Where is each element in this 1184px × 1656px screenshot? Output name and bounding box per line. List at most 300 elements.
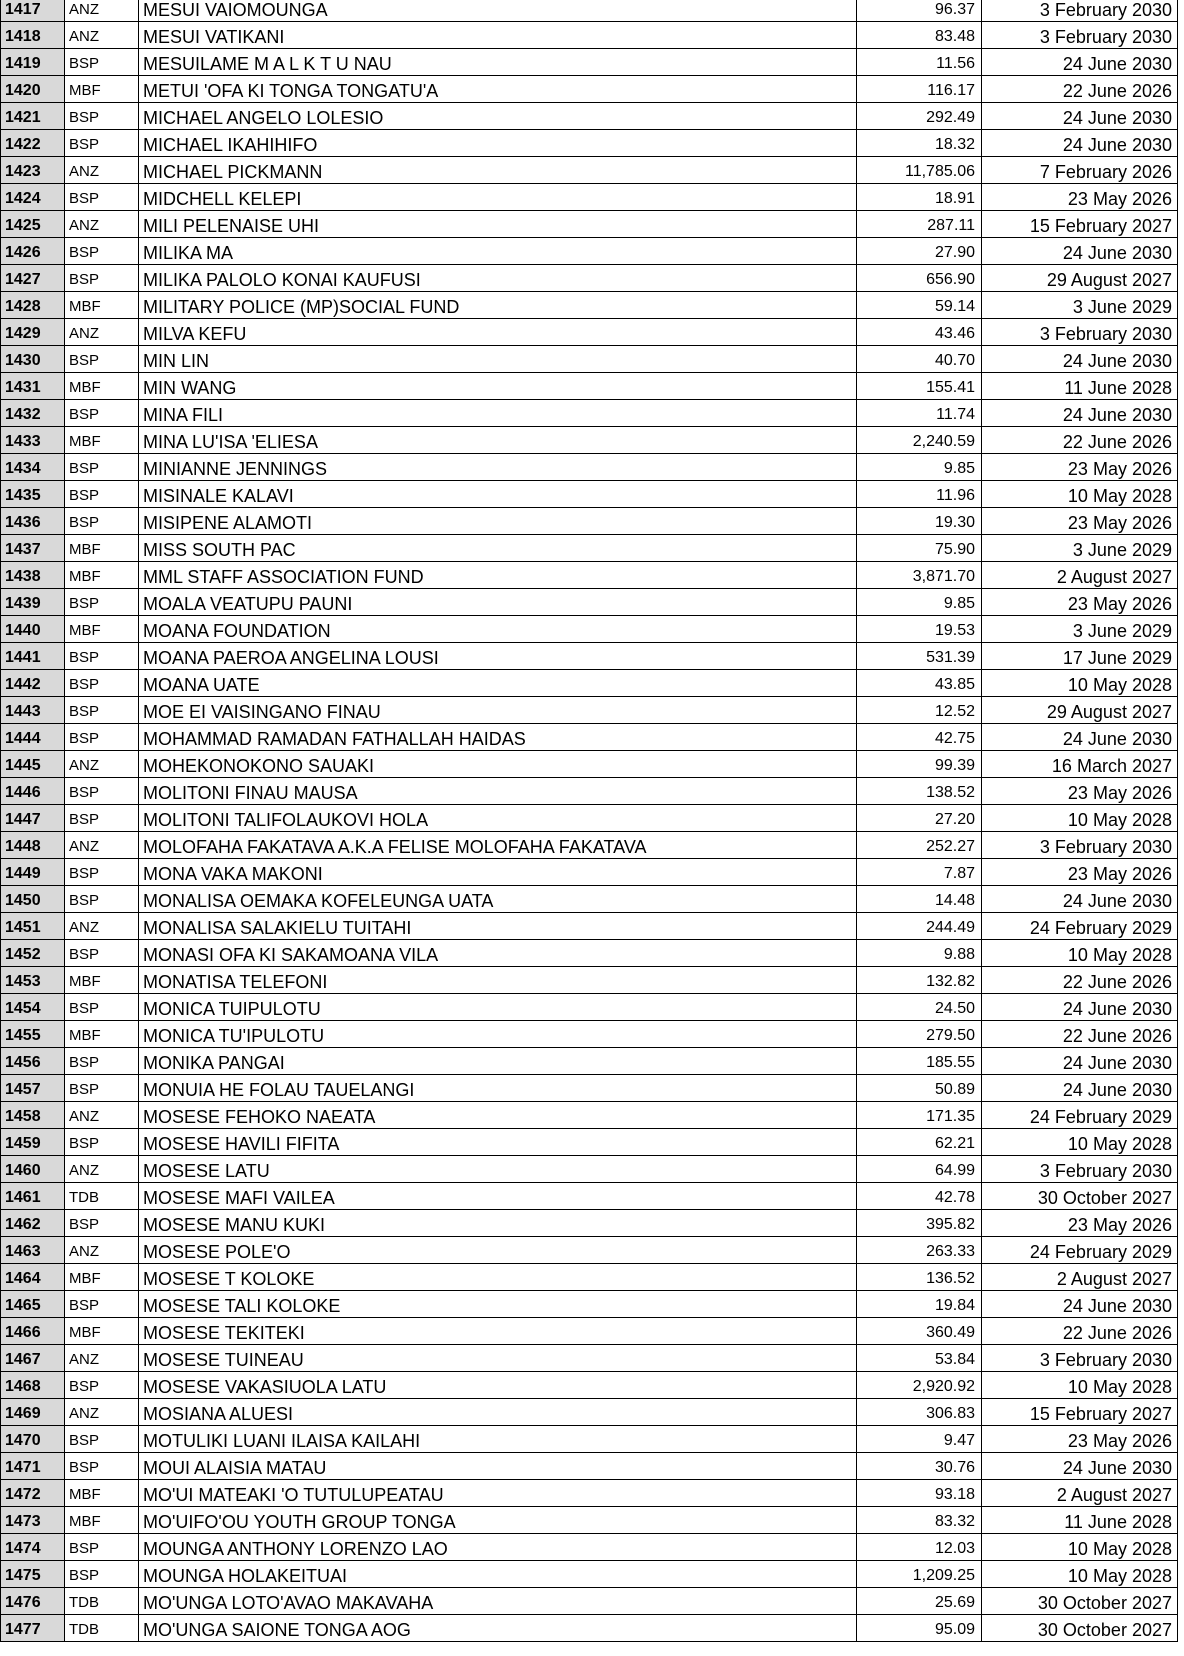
amount-cell: 62.21 (857, 1129, 982, 1156)
account-name-cell: MILIKA MA (139, 238, 857, 265)
row-number-cell: 1453 (1, 967, 65, 994)
bank-code-cell: BSP (65, 1291, 139, 1318)
amount-cell: 306.83 (857, 1399, 982, 1426)
bank-code-cell: BSP (65, 886, 139, 913)
date-cell: 23 May 2026 (982, 454, 1178, 481)
row-number-cell: 1448 (1, 832, 65, 859)
table-row (1, 211, 1178, 238)
table-row (1, 697, 1178, 724)
date-cell: 3 February 2030 (982, 1345, 1178, 1372)
amount-cell: 9.88 (857, 940, 982, 967)
bank-code-cell: BSP (65, 697, 139, 724)
date-cell: 29 August 2027 (982, 697, 1178, 724)
account-name-cell: MML STAFF ASSOCIATION FUND (139, 562, 857, 589)
bank-code-cell: ANZ (65, 319, 139, 346)
table-row (1, 1480, 1178, 1507)
table-row (1, 22, 1178, 49)
table-row (1, 940, 1178, 967)
row-number-cell: 1436 (1, 508, 65, 535)
bank-code-cell: BSP (65, 724, 139, 751)
table-body (1, 0, 1178, 1642)
row-number-cell: 1457 (1, 1075, 65, 1102)
row-number-cell: 1443 (1, 697, 65, 724)
bank-code-cell: BSP (65, 1453, 139, 1480)
date-cell: 3 February 2030 (982, 319, 1178, 346)
bank-code-cell: ANZ (65, 1345, 139, 1372)
bank-code-cell: BSP (65, 508, 139, 535)
bank-code-cell: MBF (65, 967, 139, 994)
table-row (1, 994, 1178, 1021)
row-number-cell: 1427 (1, 265, 65, 292)
account-name-cell: MONATISA TELEFONI (139, 967, 857, 994)
date-cell: 2 August 2027 (982, 1480, 1178, 1507)
row-number-cell: 1421 (1, 103, 65, 130)
row-number-cell: 1447 (1, 805, 65, 832)
table-row (1, 400, 1178, 427)
bank-code-cell: BSP (65, 103, 139, 130)
account-name-cell: MOANA UATE (139, 670, 857, 697)
table-row (1, 265, 1178, 292)
date-cell: 30 October 2027 (982, 1588, 1178, 1615)
table-row (1, 292, 1178, 319)
account-name-cell: MO'UNGA SAIONE TONGA AOG (139, 1615, 857, 1642)
row-number-cell: 1472 (1, 1480, 65, 1507)
row-number-cell: 1462 (1, 1210, 65, 1237)
row-number-cell: 1442 (1, 670, 65, 697)
table-row (1, 535, 1178, 562)
account-name-cell: MONIKA PANGAI (139, 1048, 857, 1075)
table-row (1, 76, 1178, 103)
account-name-cell: MOUI ALAISIA MATAU (139, 1453, 857, 1480)
amount-cell: 136.52 (857, 1264, 982, 1291)
amount-cell: 25.69 (857, 1588, 982, 1615)
row-number-cell: 1459 (1, 1129, 65, 1156)
bank-code-cell: BSP (65, 184, 139, 211)
row-number-cell: 1417 (1, 0, 65, 22)
date-cell: 24 June 2030 (982, 994, 1178, 1021)
table-row (1, 724, 1178, 751)
account-name-cell: MOLITONI TALIFOLAUKOVI HOLA (139, 805, 857, 832)
amount-cell: 279.50 (857, 1021, 982, 1048)
date-cell: 3 February 2030 (982, 832, 1178, 859)
account-name-cell: MILIKA PALOLO KONAI KAUFUSI (139, 265, 857, 292)
amount-cell: 99.39 (857, 751, 982, 778)
date-cell: 24 February 2029 (982, 1237, 1178, 1264)
date-cell: 24 June 2030 (982, 1075, 1178, 1102)
table-row (1, 508, 1178, 535)
amount-cell: 19.84 (857, 1291, 982, 1318)
account-name-cell: MONICA TUIPULOTU (139, 994, 857, 1021)
row-number-cell: 1473 (1, 1507, 65, 1534)
date-cell: 10 May 2028 (982, 1534, 1178, 1561)
date-cell: 24 June 2030 (982, 1048, 1178, 1075)
table-row (1, 778, 1178, 805)
table-row (1, 967, 1178, 994)
bank-code-cell: BSP (65, 994, 139, 1021)
account-name-cell: MISIPENE ALAMOTI (139, 508, 857, 535)
row-number-cell: 1429 (1, 319, 65, 346)
row-number-cell: 1460 (1, 1156, 65, 1183)
amount-cell: 263.33 (857, 1237, 982, 1264)
row-number-cell: 1451 (1, 913, 65, 940)
account-name-cell: METUI 'OFA KI TONGA TONGATU'A (139, 76, 857, 103)
bank-code-cell: BSP (65, 265, 139, 292)
amount-cell: 395.82 (857, 1210, 982, 1237)
row-number-cell: 1456 (1, 1048, 65, 1075)
account-name-cell: MESUILAME M A L K T U NAU (139, 49, 857, 76)
table-row (1, 481, 1178, 508)
amount-cell: 3,871.70 (857, 562, 982, 589)
bank-code-cell: BSP (65, 589, 139, 616)
account-name-cell: MOTULIKI LUANI ILAISA KAILAHI (139, 1426, 857, 1453)
row-number-cell: 1426 (1, 238, 65, 265)
bank-code-cell: BSP (65, 1048, 139, 1075)
date-cell: 10 May 2028 (982, 940, 1178, 967)
date-cell: 23 May 2026 (982, 508, 1178, 535)
row-number-cell: 1434 (1, 454, 65, 481)
account-name-cell: MOHEKONOKONO SAUAKI (139, 751, 857, 778)
table-row (1, 157, 1178, 184)
account-name-cell: MOSESE MAFI VAILEA (139, 1183, 857, 1210)
amount-cell: 116.17 (857, 76, 982, 103)
amount-cell: 155.41 (857, 373, 982, 400)
date-cell: 24 June 2030 (982, 130, 1178, 157)
table-row (1, 1318, 1178, 1345)
row-number-cell: 1428 (1, 292, 65, 319)
bank-code-cell: ANZ (65, 1156, 139, 1183)
table-row (1, 427, 1178, 454)
row-number-cell: 1445 (1, 751, 65, 778)
row-number-cell: 1464 (1, 1264, 65, 1291)
row-number-cell: 1476 (1, 1588, 65, 1615)
date-cell: 29 August 2027 (982, 265, 1178, 292)
account-name-cell: MOSESE VAKASIUOLA LATU (139, 1372, 857, 1399)
bank-code-cell: BSP (65, 805, 139, 832)
row-number-cell: 1431 (1, 373, 65, 400)
account-name-cell: MOUNGA ANTHONY LORENZO LAO (139, 1534, 857, 1561)
table-row (1, 103, 1178, 130)
amount-cell: 138.52 (857, 778, 982, 805)
table-row (1, 1156, 1178, 1183)
amount-cell: 11.74 (857, 400, 982, 427)
table-row (1, 886, 1178, 913)
date-cell: 24 February 2029 (982, 913, 1178, 940)
date-cell: 11 June 2028 (982, 373, 1178, 400)
amount-cell: 12.03 (857, 1534, 982, 1561)
account-name-cell: MOUNGA HOLAKEITUAI (139, 1561, 857, 1588)
table-row (1, 1588, 1178, 1615)
amount-cell: 93.18 (857, 1480, 982, 1507)
bank-code-cell: BSP (65, 238, 139, 265)
bank-code-cell: TDB (65, 1588, 139, 1615)
table-row (1, 319, 1178, 346)
row-number-cell: 1452 (1, 940, 65, 967)
row-number-cell: 1438 (1, 562, 65, 589)
row-number-cell: 1441 (1, 643, 65, 670)
date-cell: 30 October 2027 (982, 1183, 1178, 1210)
bank-code-cell: MBF (65, 1021, 139, 1048)
table-row (1, 49, 1178, 76)
date-cell: 24 February 2029 (982, 1102, 1178, 1129)
row-number-cell: 1419 (1, 49, 65, 76)
account-name-cell: MOANA FOUNDATION (139, 616, 857, 643)
row-number-cell: 1454 (1, 994, 65, 1021)
amount-cell: 83.32 (857, 1507, 982, 1534)
table-row (1, 1264, 1178, 1291)
bank-code-cell: BSP (65, 643, 139, 670)
date-cell: 24 June 2030 (982, 1291, 1178, 1318)
account-name-cell: MOSIANA ALUESI (139, 1399, 857, 1426)
date-cell: 24 June 2030 (982, 724, 1178, 751)
bank-code-cell: BSP (65, 130, 139, 157)
date-cell: 10 May 2028 (982, 481, 1178, 508)
table-row (1, 1291, 1178, 1318)
amount-cell: 14.48 (857, 886, 982, 913)
row-number-cell: 1437 (1, 535, 65, 562)
bank-code-cell: ANZ (65, 1399, 139, 1426)
account-name-cell: MOSESE TUINEAU (139, 1345, 857, 1372)
amount-cell: 11.56 (857, 49, 982, 76)
amount-cell: 132.82 (857, 967, 982, 994)
bank-code-cell: ANZ (65, 157, 139, 184)
account-name-cell: MOSESE TEKITEKI (139, 1318, 857, 1345)
row-number-cell: 1466 (1, 1318, 65, 1345)
table-row (1, 832, 1178, 859)
account-name-cell: MICHAEL ANGELO LOLESIO (139, 103, 857, 130)
table-row (1, 1237, 1178, 1264)
account-name-cell: MONUIA HE FOLAU TAUELANGI (139, 1075, 857, 1102)
row-number-cell: 1433 (1, 427, 65, 454)
account-name-cell: MINA LU'ISA 'ELIESA (139, 427, 857, 454)
row-number-cell: 1423 (1, 157, 65, 184)
date-cell: 23 May 2026 (982, 778, 1178, 805)
bank-code-cell: ANZ (65, 1237, 139, 1264)
account-name-cell: MIN LIN (139, 346, 857, 373)
row-number-cell: 1425 (1, 211, 65, 238)
amount-cell: 95.09 (857, 1615, 982, 1642)
row-number-cell: 1474 (1, 1534, 65, 1561)
table-row (1, 670, 1178, 697)
amount-cell: 27.20 (857, 805, 982, 832)
account-name-cell: MOSESE T KOLOKE (139, 1264, 857, 1291)
table-row (1, 1561, 1178, 1588)
table-row (1, 1102, 1178, 1129)
table-row (1, 643, 1178, 670)
row-number-cell: 1449 (1, 859, 65, 886)
date-cell: 22 June 2026 (982, 967, 1178, 994)
amount-cell: 18.91 (857, 184, 982, 211)
amount-cell: 252.27 (857, 832, 982, 859)
account-name-cell: MISS SOUTH PAC (139, 535, 857, 562)
row-number-cell: 1444 (1, 724, 65, 751)
table-row (1, 1534, 1178, 1561)
table-row (1, 1507, 1178, 1534)
table-row (1, 1021, 1178, 1048)
date-cell: 24 June 2030 (982, 238, 1178, 265)
amount-cell: 75.90 (857, 535, 982, 562)
table-row (1, 751, 1178, 778)
date-cell: 23 May 2026 (982, 1426, 1178, 1453)
account-name-cell: MO'UIFO'OU YOUTH GROUP TONGA (139, 1507, 857, 1534)
bank-code-cell: BSP (65, 1075, 139, 1102)
bank-code-cell: ANZ (65, 1102, 139, 1129)
amount-cell: 7.87 (857, 859, 982, 886)
row-number-cell: 1424 (1, 184, 65, 211)
date-cell: 23 May 2026 (982, 184, 1178, 211)
amount-cell: 19.53 (857, 616, 982, 643)
table-row (1, 1183, 1178, 1210)
amount-cell: 287.11 (857, 211, 982, 238)
row-number-cell: 1430 (1, 346, 65, 373)
date-cell: 23 May 2026 (982, 589, 1178, 616)
bank-code-cell: MBF (65, 1264, 139, 1291)
date-cell: 24 June 2030 (982, 1453, 1178, 1480)
row-number-cell: 1440 (1, 616, 65, 643)
amount-cell: 27.90 (857, 238, 982, 265)
amount-cell: 185.55 (857, 1048, 982, 1075)
row-number-cell: 1469 (1, 1399, 65, 1426)
table-row (1, 1426, 1178, 1453)
table-row (1, 1129, 1178, 1156)
bank-code-cell: ANZ (65, 0, 139, 22)
amount-cell: 360.49 (857, 1318, 982, 1345)
date-cell: 22 June 2026 (982, 1021, 1178, 1048)
row-number-cell: 1461 (1, 1183, 65, 1210)
bank-code-cell: ANZ (65, 211, 139, 238)
amount-cell: 171.35 (857, 1102, 982, 1129)
table-row (1, 1048, 1178, 1075)
bank-code-cell: BSP (65, 859, 139, 886)
account-name-cell: MOLITONI FINAU MAUSA (139, 778, 857, 805)
bank-code-cell: ANZ (65, 913, 139, 940)
amount-cell: 2,240.59 (857, 427, 982, 454)
bank-code-cell: BSP (65, 1561, 139, 1588)
table-row (1, 1345, 1178, 1372)
table-row (1, 616, 1178, 643)
account-name-cell: MONALISA OEMAKA KOFELEUNGA UATA (139, 886, 857, 913)
bank-code-cell: MBF (65, 616, 139, 643)
bank-code-cell: MBF (65, 76, 139, 103)
account-name-cell: MONA VAKA MAKONI (139, 859, 857, 886)
amount-cell: 19.30 (857, 508, 982, 535)
date-cell: 15 February 2027 (982, 211, 1178, 238)
date-cell: 22 June 2026 (982, 427, 1178, 454)
account-name-cell: MOANA PAEROA ANGELINA LOUSI (139, 643, 857, 670)
table-row (1, 373, 1178, 400)
account-name-cell: MESUI VAIOMOUNGA (139, 0, 857, 22)
bank-code-cell: BSP (65, 940, 139, 967)
table-row (1, 1075, 1178, 1102)
amount-cell: 656.90 (857, 265, 982, 292)
amount-cell: 42.75 (857, 724, 982, 751)
account-name-cell: MICHAEL PICKMANN (139, 157, 857, 184)
table-row (1, 913, 1178, 940)
date-cell: 3 February 2030 (982, 1156, 1178, 1183)
bank-code-cell: TDB (65, 1183, 139, 1210)
row-number-cell: 1446 (1, 778, 65, 805)
bank-code-cell: ANZ (65, 832, 139, 859)
row-number-cell: 1450 (1, 886, 65, 913)
bank-code-cell: MBF (65, 1480, 139, 1507)
account-name-cell: MOLOFAHA FAKATAVA A.K.A FELISE MOLOFAHA FAKATAVA (139, 832, 857, 859)
row-number-cell: 1458 (1, 1102, 65, 1129)
account-name-cell: MILITARY POLICE (MP)SOCIAL FUND (139, 292, 857, 319)
amount-cell: 531.39 (857, 643, 982, 670)
date-cell: 3 June 2029 (982, 535, 1178, 562)
amount-cell: 11.96 (857, 481, 982, 508)
bank-code-cell: BSP (65, 1534, 139, 1561)
date-cell: 3 June 2029 (982, 292, 1178, 319)
amount-cell: 53.84 (857, 1345, 982, 1372)
amount-cell: 40.70 (857, 346, 982, 373)
date-cell: 24 June 2030 (982, 346, 1178, 373)
account-name-cell: MIDCHELL KELEPI (139, 184, 857, 211)
date-cell: 3 February 2030 (982, 0, 1178, 22)
account-name-cell: MESUI VATIKANI (139, 22, 857, 49)
table-row (1, 184, 1178, 211)
amount-cell: 96.37 (857, 0, 982, 22)
account-name-cell: MILVA KEFU (139, 319, 857, 346)
account-name-cell: MONASI OFA KI SAKAMOANA VILA (139, 940, 857, 967)
account-name-cell: MIN WANG (139, 373, 857, 400)
table-row (1, 1210, 1178, 1237)
date-cell: 17 June 2029 (982, 643, 1178, 670)
table-row (1, 1372, 1178, 1399)
bank-code-cell: BSP (65, 454, 139, 481)
date-cell: 11 June 2028 (982, 1507, 1178, 1534)
row-number-cell: 1435 (1, 481, 65, 508)
row-number-cell: 1475 (1, 1561, 65, 1588)
date-cell: 24 June 2030 (982, 400, 1178, 427)
row-number-cell: 1467 (1, 1345, 65, 1372)
account-name-cell: MOALA VEATUPU PAUNI (139, 589, 857, 616)
bank-code-cell: BSP (65, 400, 139, 427)
account-name-cell: MINA FILI (139, 400, 857, 427)
account-name-cell: MICHAEL IKAHIHIFO (139, 130, 857, 157)
date-cell: 10 May 2028 (982, 1561, 1178, 1588)
amount-cell: 64.99 (857, 1156, 982, 1183)
account-name-cell: MOSESE HAVILI FIFITA (139, 1129, 857, 1156)
table-row (1, 0, 1178, 22)
amount-cell: 244.49 (857, 913, 982, 940)
date-cell: 24 June 2030 (982, 49, 1178, 76)
row-number-cell: 1468 (1, 1372, 65, 1399)
amount-cell: 42.78 (857, 1183, 982, 1210)
table-row (1, 454, 1178, 481)
bank-code-cell: BSP (65, 778, 139, 805)
table-row (1, 130, 1178, 157)
date-cell: 7 February 2026 (982, 157, 1178, 184)
table-row (1, 805, 1178, 832)
date-cell: 22 June 2026 (982, 1318, 1178, 1345)
amount-cell: 9.85 (857, 454, 982, 481)
amount-cell: 2,920.92 (857, 1372, 982, 1399)
bank-code-cell: MBF (65, 562, 139, 589)
row-number-cell: 1471 (1, 1453, 65, 1480)
amount-cell: 83.48 (857, 22, 982, 49)
row-number-cell: 1465 (1, 1291, 65, 1318)
date-cell: 3 June 2029 (982, 616, 1178, 643)
bank-code-cell: MBF (65, 292, 139, 319)
bank-code-cell: TDB (65, 1615, 139, 1642)
bank-code-cell: MBF (65, 427, 139, 454)
date-cell: 23 May 2026 (982, 1210, 1178, 1237)
account-name-cell: MOSESE MANU KUKI (139, 1210, 857, 1237)
bank-code-cell: MBF (65, 1318, 139, 1345)
row-number-cell: 1470 (1, 1426, 65, 1453)
account-name-cell: MOSESE LATU (139, 1156, 857, 1183)
bank-code-cell: BSP (65, 1129, 139, 1156)
